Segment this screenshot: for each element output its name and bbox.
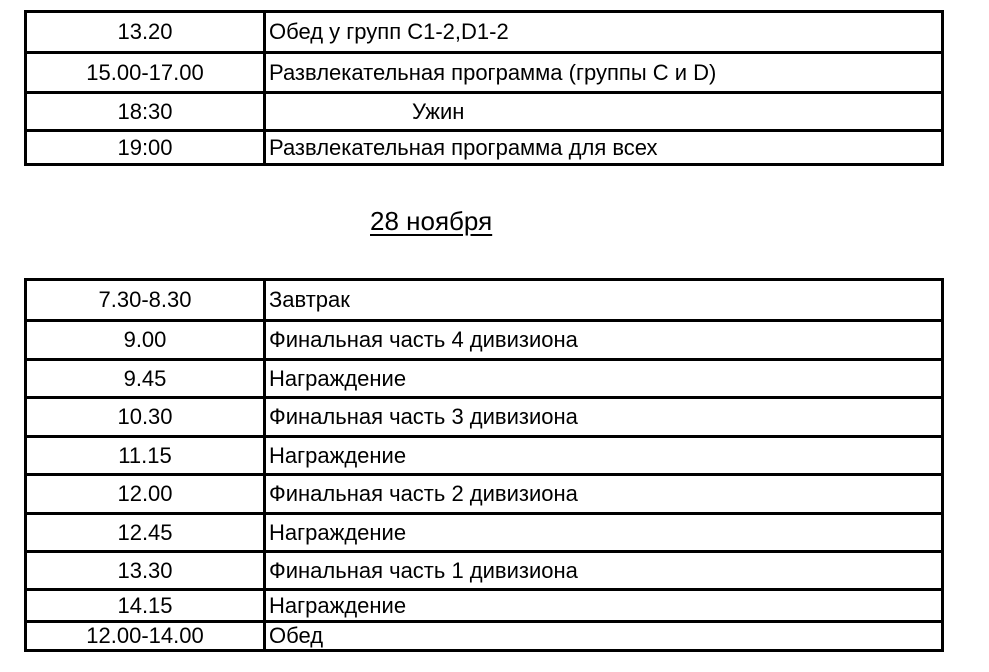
time-cell: 12.00-14.00 <box>27 623 266 649</box>
event-cell: Награждение <box>269 519 407 545</box>
table-row <box>27 473 941 512</box>
event-cell: Финальная часть 3 дивизиона <box>269 404 578 429</box>
event-cell: Обед <box>269 623 324 648</box>
time-cell: 10.30 <box>27 399 266 435</box>
table-row <box>27 396 941 435</box>
time-cell: 13.30 <box>27 553 266 588</box>
event-cell: Награждение <box>269 442 407 468</box>
time-cell: 9.00 <box>27 322 266 358</box>
event-cell: Награждение <box>269 365 407 391</box>
table-row <box>27 91 941 129</box>
event-cell: Финальная часть 1 дивизиона <box>269 557 578 583</box>
event-cell: Развлекательная программа (группы C и D) <box>269 59 717 85</box>
schedule-table-2 <box>24 278 944 652</box>
schedule-table-1 <box>24 10 944 166</box>
day-heading: 28 ноября <box>370 206 493 236</box>
table-row <box>27 620 941 649</box>
event-cell: Награждение <box>269 592 407 618</box>
table-row <box>27 550 941 588</box>
table-row <box>27 13 941 51</box>
table-row <box>27 358 941 396</box>
time-cell: 7.30-8.30 <box>27 281 266 319</box>
table-row <box>27 51 941 91</box>
table-row <box>27 319 941 358</box>
event-cell: Финальная часть 4 дивизиона <box>269 327 578 352</box>
table-row <box>27 435 941 473</box>
time-cell: 12.45 <box>27 515 266 550</box>
table-row <box>27 281 941 319</box>
event-cell: Развлекательная программа для всех <box>269 134 658 160</box>
table-row <box>27 512 941 550</box>
time-cell: 14.15 <box>27 591 266 620</box>
event-cell: Ужин <box>412 98 465 124</box>
event-cell: Завтрак <box>269 287 350 312</box>
time-cell: 18:30 <box>27 94 266 129</box>
table-row <box>27 588 941 620</box>
time-cell: 13.20 <box>27 13 266 51</box>
event-cell: Финальная часть 2 дивизиона <box>269 481 578 506</box>
time-cell: 15.00-17.00 <box>27 54 266 91</box>
time-cell: 11.15 <box>27 438 266 473</box>
event-cell: Обед у групп C1-2,D1-2 <box>269 19 509 44</box>
table-row <box>27 129 941 163</box>
time-cell: 19:00 <box>27 132 266 163</box>
time-cell: 12.00 <box>27 476 266 512</box>
time-cell: 9.45 <box>27 361 266 396</box>
